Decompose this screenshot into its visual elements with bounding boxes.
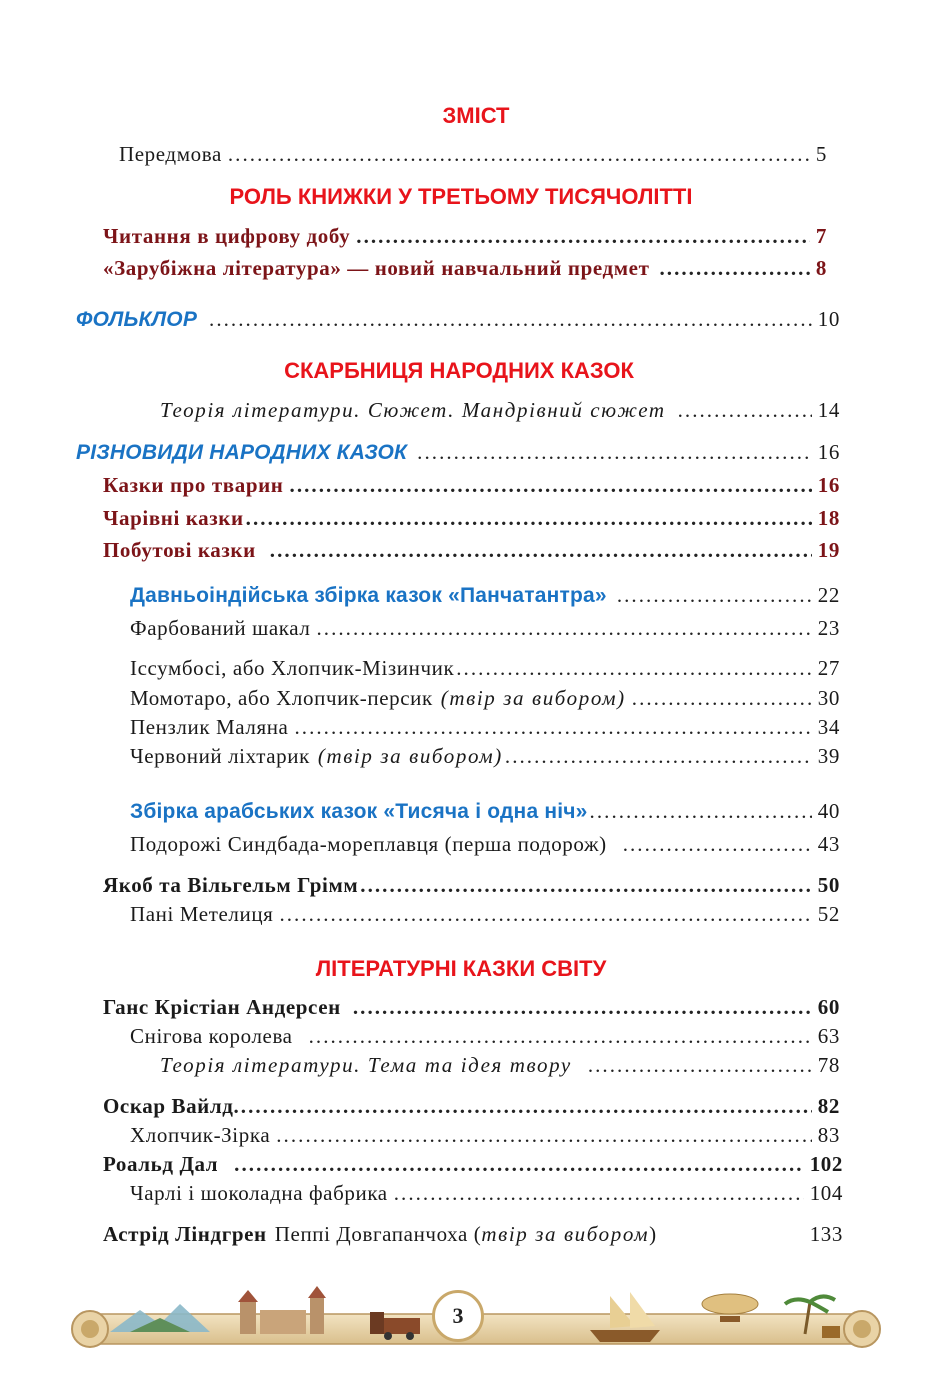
toc-page: 60 (817, 995, 840, 1019)
toc-page: 39 (817, 744, 840, 768)
leader-dots (294, 713, 811, 741)
section-heading-treasury: СКАРБНИЦЯ НАРОДНИХ КАЗОК (284, 358, 634, 383)
toc-page: 63 (817, 1024, 840, 1048)
leader-dots (678, 396, 812, 424)
leader-dots (246, 504, 812, 532)
toc-title: ФОЛЬКЛОР (76, 308, 198, 331)
toc-row[interactable] (130, 581, 840, 609)
toc-page: 133 (809, 1222, 843, 1246)
section-heading-literary: ЛІТЕРАТУРНІ КАЗКИ СВІТУ (315, 956, 607, 981)
toc-page: 102 (809, 1152, 843, 1176)
leader-dots (209, 305, 812, 333)
toc-page: 30 (817, 686, 840, 710)
toc-title: «Зарубіжна література» — новий навчальний предмет (103, 256, 650, 280)
toc-row[interactable] (103, 254, 827, 282)
toc-page: 43 (817, 832, 840, 856)
toc-row[interactable] (103, 1150, 843, 1178)
toc-page: 8 (815, 256, 827, 280)
toc-row[interactable] (103, 1092, 840, 1120)
toc-page: 40 (817, 799, 840, 823)
toc-row[interactable] (103, 871, 840, 899)
toc-row[interactable] (103, 504, 840, 532)
toc-title: Казки про тварин (103, 473, 284, 497)
toc-page: 14 (817, 398, 840, 422)
leader-dots (588, 1051, 812, 1079)
contents-heading: ЗМІСТ (442, 103, 510, 128)
toc-title: Пензлик Маляна (130, 715, 289, 739)
toc-row[interactable] (160, 1051, 840, 1079)
toc-page: 82 (817, 1094, 840, 1118)
leader-dots (456, 654, 812, 682)
toc-row[interactable] (76, 438, 840, 466)
leader-dots (356, 222, 810, 250)
toc-page: 34 (817, 715, 840, 739)
leader-dots (360, 871, 812, 899)
toc-row[interactable] (130, 742, 840, 770)
leader-dots (279, 900, 811, 928)
toc-title: Якоб та Вільгельм Грімм (103, 873, 359, 897)
toc-author: Астрід Ліндгрен (103, 1222, 267, 1246)
leader-dots (276, 1121, 812, 1149)
toc-title: Побутові казки (103, 538, 256, 562)
leader-dots (617, 581, 812, 609)
toc-note: твір за вибором (481, 1222, 650, 1246)
toc-row[interactable] (130, 1179, 843, 1207)
toc-row[interactable] (103, 536, 840, 564)
toc-title: Хлопчик-Зірка (130, 1123, 271, 1147)
toc-title: Збірка арабських казок «Тисяча і одна ніч» (130, 800, 588, 823)
toc-page: 16 (817, 473, 840, 497)
leader-dots (270, 536, 812, 564)
toc-title: Фарбований шакал (130, 616, 311, 640)
toc-title: Снігова королева (130, 1024, 293, 1048)
leader-dots (316, 614, 811, 642)
toc-row[interactable] (103, 222, 827, 250)
toc-page: 104 (809, 1181, 843, 1205)
toc-row[interactable] (160, 396, 840, 424)
leader-dots (505, 742, 812, 770)
toc-title: Передмова (119, 142, 222, 166)
toc-title: Давньоіндійська збірка казок «Панчатантра» (130, 584, 607, 607)
toc-page: 50 (817, 873, 840, 897)
toc-title: Оскар Вайлд (103, 1094, 234, 1118)
toc-row[interactable] (76, 305, 840, 333)
toc-row[interactable] (130, 1022, 840, 1050)
page-number: 3 (432, 1290, 484, 1342)
leader-dots (234, 1150, 804, 1178)
toc-note: (твір за вибором) (440, 686, 626, 710)
leader-dots (309, 1022, 812, 1050)
leader-dots (632, 684, 812, 712)
toc-page: 7 (815, 224, 827, 248)
toc-page: 52 (817, 902, 840, 926)
leader-dots (590, 797, 812, 825)
leader-dots (290, 471, 812, 499)
toc-page: 5 (815, 142, 827, 166)
toc-page: 18 (817, 506, 840, 530)
toc-row[interactable] (103, 1220, 843, 1248)
leader-dots (394, 1179, 804, 1207)
toc-title: Подорожі Синдбада-мореплавця (перша подорож) (130, 832, 607, 856)
leader-dots (417, 438, 812, 466)
toc-title: Ганс Крістіан Андерсен (103, 995, 341, 1019)
toc-title: Пеппі Довгапанчоха ( (274, 1222, 482, 1246)
toc-row[interactable] (130, 830, 840, 858)
toc-title: Момотаро, або Хлопчик-персик (130, 686, 433, 710)
toc-page: 78 (817, 1053, 840, 1077)
toc-row[interactable] (119, 140, 827, 168)
leader-dots (353, 993, 812, 1021)
toc-title: Теорія літератури. Сюжет. Мандрівний сюжет (160, 398, 666, 422)
toc-note: (твір за вибором) (317, 744, 503, 768)
toc-title: Роальд Дал (103, 1152, 219, 1176)
toc-row[interactable] (103, 471, 840, 499)
toc-title: Теорія літератури. Тема та ідея твору (160, 1053, 572, 1077)
toc-row[interactable] (130, 1121, 840, 1149)
toc-row[interactable] (130, 797, 840, 825)
toc-page: 22 (817, 583, 840, 607)
section-heading-role: РОЛЬ КНИЖКИ У ТРЕТЬОМУ ТИСЯЧОЛІТТІ (229, 184, 693, 209)
toc-title-close: ) (649, 1222, 657, 1246)
toc-row[interactable] (130, 614, 840, 642)
toc-title: Червоний ліхтарик (130, 744, 310, 768)
toc-title: Іссумбосі, або Хлопчик-Мізинчик (130, 656, 455, 680)
toc-page: 10 (817, 307, 840, 331)
toc-title: Чарлі і шоколадна фабрика (130, 1181, 388, 1205)
toc-title: РІЗНОВИДИ НАРОДНИХ КАЗОК (76, 441, 408, 464)
toc-page: 23 (817, 616, 840, 640)
toc-row[interactable] (130, 900, 840, 928)
toc-row[interactable] (130, 654, 840, 682)
toc-page: 19 (817, 538, 840, 562)
toc-page: 83 (817, 1123, 840, 1147)
toc-row[interactable] (130, 713, 840, 741)
toc-page: 16 (817, 440, 840, 464)
toc-row[interactable] (103, 993, 840, 1021)
toc-page: 27 (817, 656, 840, 680)
toc-title: Чарівні казки (103, 506, 244, 530)
toc-title: Читання в цифрову добу (103, 224, 351, 248)
leader-dots (623, 830, 812, 858)
toc-row[interactable] (130, 684, 840, 712)
leader-dots (228, 140, 810, 168)
leader-dots (659, 254, 809, 282)
leader-dots (233, 1092, 811, 1120)
toc-title: Пані Метелиця (130, 902, 274, 926)
